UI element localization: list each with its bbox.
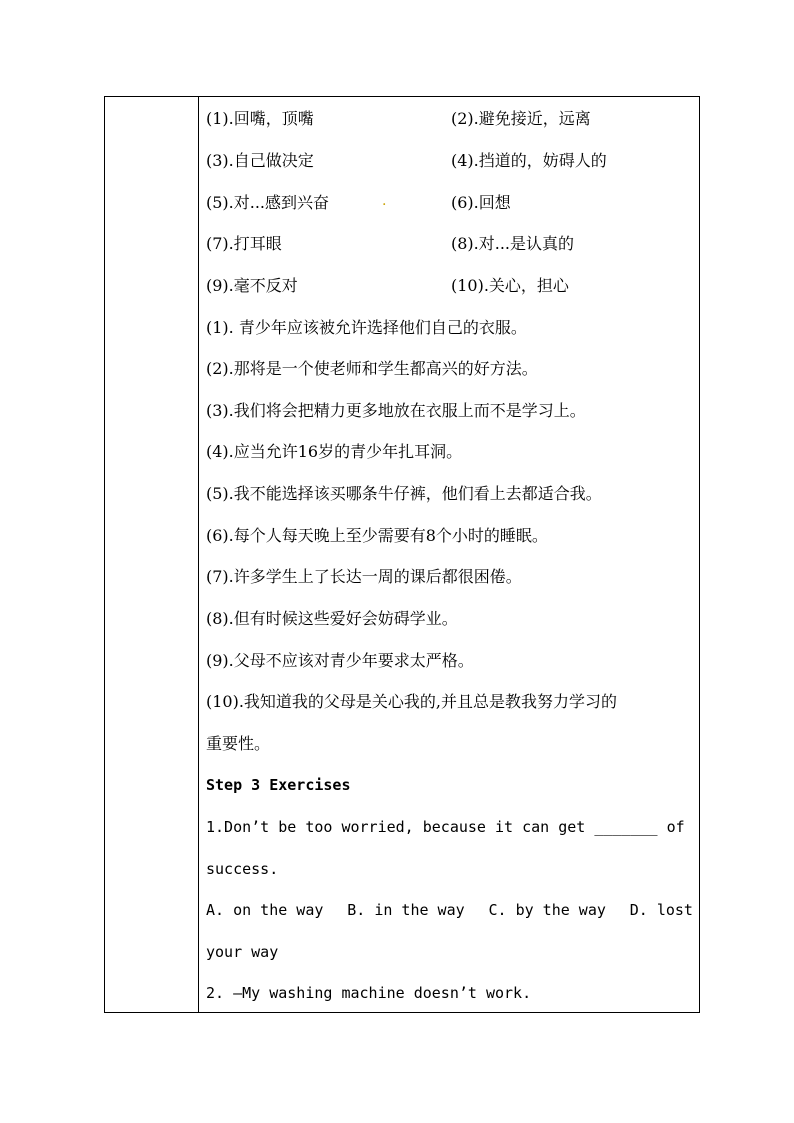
vocab-item: (7).打耳眼 — [206, 234, 282, 253]
option-d: D. lost — [629, 901, 693, 919]
vocab-row — [206, 191, 693, 215]
sentence-line: (4).应当允许16岁的青少年扎耳洞。 — [206, 442, 463, 461]
option-c: C. by the way — [488, 901, 606, 919]
exercise-1-question-cont: success. — [206, 860, 279, 878]
vocab-item: (5).对...感到兴奋 — [206, 193, 330, 212]
vocab-item: (8).对...是认真的 — [451, 234, 575, 253]
sentence-line: 重要性。 — [206, 734, 271, 753]
document-table — [104, 96, 700, 1013]
vocab-item: (6).回想 — [451, 193, 511, 212]
exercise-1-question: 1.Don’t be too worried, because it can get _______ of — [206, 818, 685, 836]
sentence-line: (10).我知道我的父母是关心我的,并且总是教我努力学习的 — [206, 692, 618, 711]
sentence-line: (3).我们将会把精力更多地放在衣服上而不是学习上。 — [206, 401, 586, 420]
content-cell — [206, 97, 693, 1012]
vocab-row — [206, 274, 693, 298]
exercise-1-options-cont: your way — [206, 943, 279, 961]
vocab-item: (2).避免接近，远离 — [451, 109, 591, 128]
sentence-line: (6).每个人每天晚上至少需要有8个小时的睡眠。 — [206, 526, 548, 545]
stray-dot: . — [382, 193, 387, 209]
exercise-2-question: 2. —My washing machine doesn’t work. — [206, 984, 532, 1002]
vocab-item: (4).挡道的，妨碍人的 — [451, 151, 607, 170]
sentence-line: (8).但有时候这些爱好会妨碍学业。 — [206, 609, 458, 628]
exercise-1-options — [206, 898, 693, 922]
sentence-line: (9).父母不应该对青少年要求太严格。 — [206, 651, 474, 670]
vocab-item: (9).毫不反对 — [206, 276, 298, 295]
vocab-item: (10).关心，担心 — [451, 276, 569, 295]
vocab-item: (1).回嘴，顶嘴 — [206, 109, 314, 128]
option-b: B. in the way — [347, 901, 465, 919]
vocab-row — [206, 232, 693, 256]
option-a: A. on the way — [206, 901, 324, 919]
vocab-item: (3).自己做决定 — [206, 151, 314, 170]
step-title: Step 3 Exercises — [206, 776, 351, 794]
vocab-row — [206, 149, 693, 173]
sentence-line: (2).那将是一个使老师和学生都高兴的好方法。 — [206, 359, 538, 378]
sentence-line: (7).许多学生上了长达一周的课后都很困倦。 — [206, 567, 522, 586]
left-column-cell — [105, 97, 199, 1012]
vocab-row — [206, 107, 693, 131]
sentence-line: (1). 青少年应该被允许选择他们自己的衣服。 — [206, 318, 527, 337]
sentence-line: (5).我不能选择该买哪条牛仔裤，他们看上去都适合我。 — [206, 484, 602, 503]
